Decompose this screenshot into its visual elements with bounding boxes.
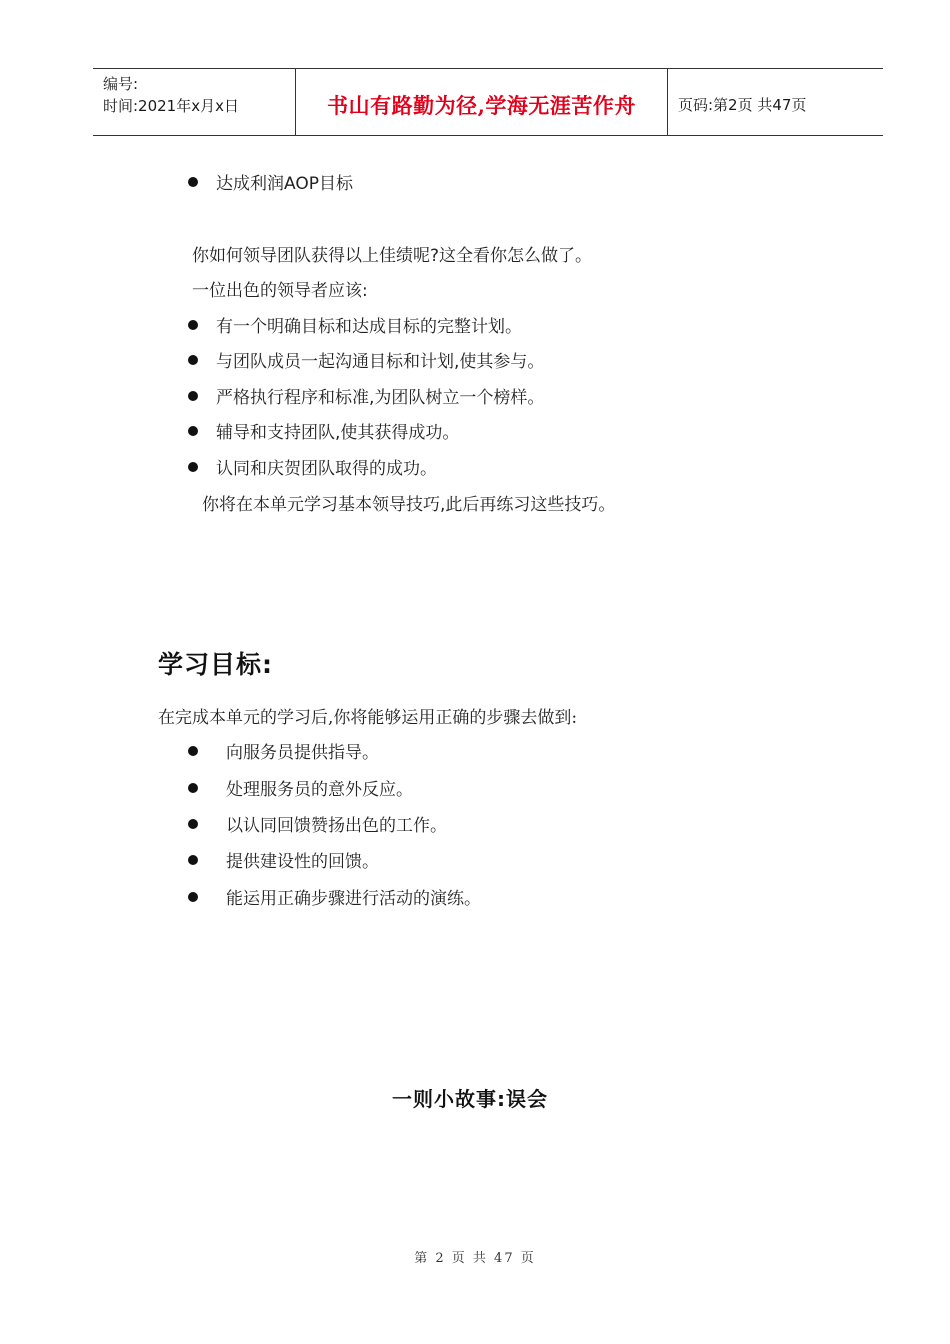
list-item-text: 认同和庆贺团队取得的成功。 (216, 459, 437, 479)
list-item-text: 有一个明确目标和达成目标的完整计划。 (216, 317, 522, 337)
header-info (93, 69, 295, 135)
bullet-icon (188, 320, 198, 330)
list-item-text: 处理服务员的意外反应。 (226, 780, 413, 800)
list-item (188, 169, 353, 194)
list-item (188, 454, 437, 479)
list-item-text: 以认同回馈赞扬出色的工作。 (226, 816, 447, 836)
story-title: 一则小故事:误会 (392, 1087, 548, 1111)
list-item (188, 383, 544, 408)
list-item-text: 辅导和支持团队,使其获得成功。 (216, 423, 460, 443)
list-item (188, 775, 413, 800)
list-item-text: 能运用正确步骤进行活动的演练。 (226, 889, 481, 909)
list-item (188, 847, 379, 872)
bullet-icon (188, 746, 198, 756)
closing-paragraph: 你将在本单元学习基本领导技巧,此后再练习这些技巧。 (202, 495, 616, 515)
header-page-label: 页码:第2页 共47页 (678, 95, 807, 114)
page-header (93, 68, 883, 136)
header-number-label: 编号: (103, 75, 139, 93)
list-item (188, 884, 481, 909)
list-item-text: 达成利润AOP目标 (216, 174, 353, 194)
bullet-icon (188, 391, 198, 401)
objectives-intro: 在完成本单元的学习后,你将能够运用正确的步骤去做到: (158, 708, 578, 728)
list-item-text: 严格执行程序和标准,为团队树立一个榜样。 (216, 388, 545, 408)
objectives-title: 学习目标: (158, 650, 273, 679)
intro-lead: 一位出色的领导者应该: (192, 281, 368, 301)
bullet-icon (188, 426, 198, 436)
list-item (188, 347, 544, 372)
list-item (188, 738, 379, 763)
bullet-icon (188, 177, 198, 187)
list-item (188, 418, 459, 443)
bullet-icon (188, 462, 198, 472)
bullet-icon (188, 855, 198, 865)
intro-question: 你如何领导团队获得以上佳绩呢?这全看你怎么做了。 (192, 246, 593, 266)
list-item-text: 向服务员提供指导。 (226, 743, 379, 763)
header-motto: 书山有路勤为径,学海无涯苦作舟 (295, 69, 668, 135)
list-item-text: 提供建设性的回馈。 (226, 852, 379, 872)
page-footer: 第 2 页 共 47 页 (414, 1251, 536, 1266)
header-time-label: 时间:2021年x月x日 (103, 97, 239, 115)
list-item-text: 与团队成员一起沟通目标和计划,使其参与。 (216, 352, 545, 372)
bullet-icon (188, 355, 198, 365)
bullet-icon (188, 783, 198, 793)
list-item (188, 811, 447, 836)
list-item (188, 312, 522, 337)
bullet-icon (188, 892, 198, 902)
bullet-icon (188, 819, 198, 829)
